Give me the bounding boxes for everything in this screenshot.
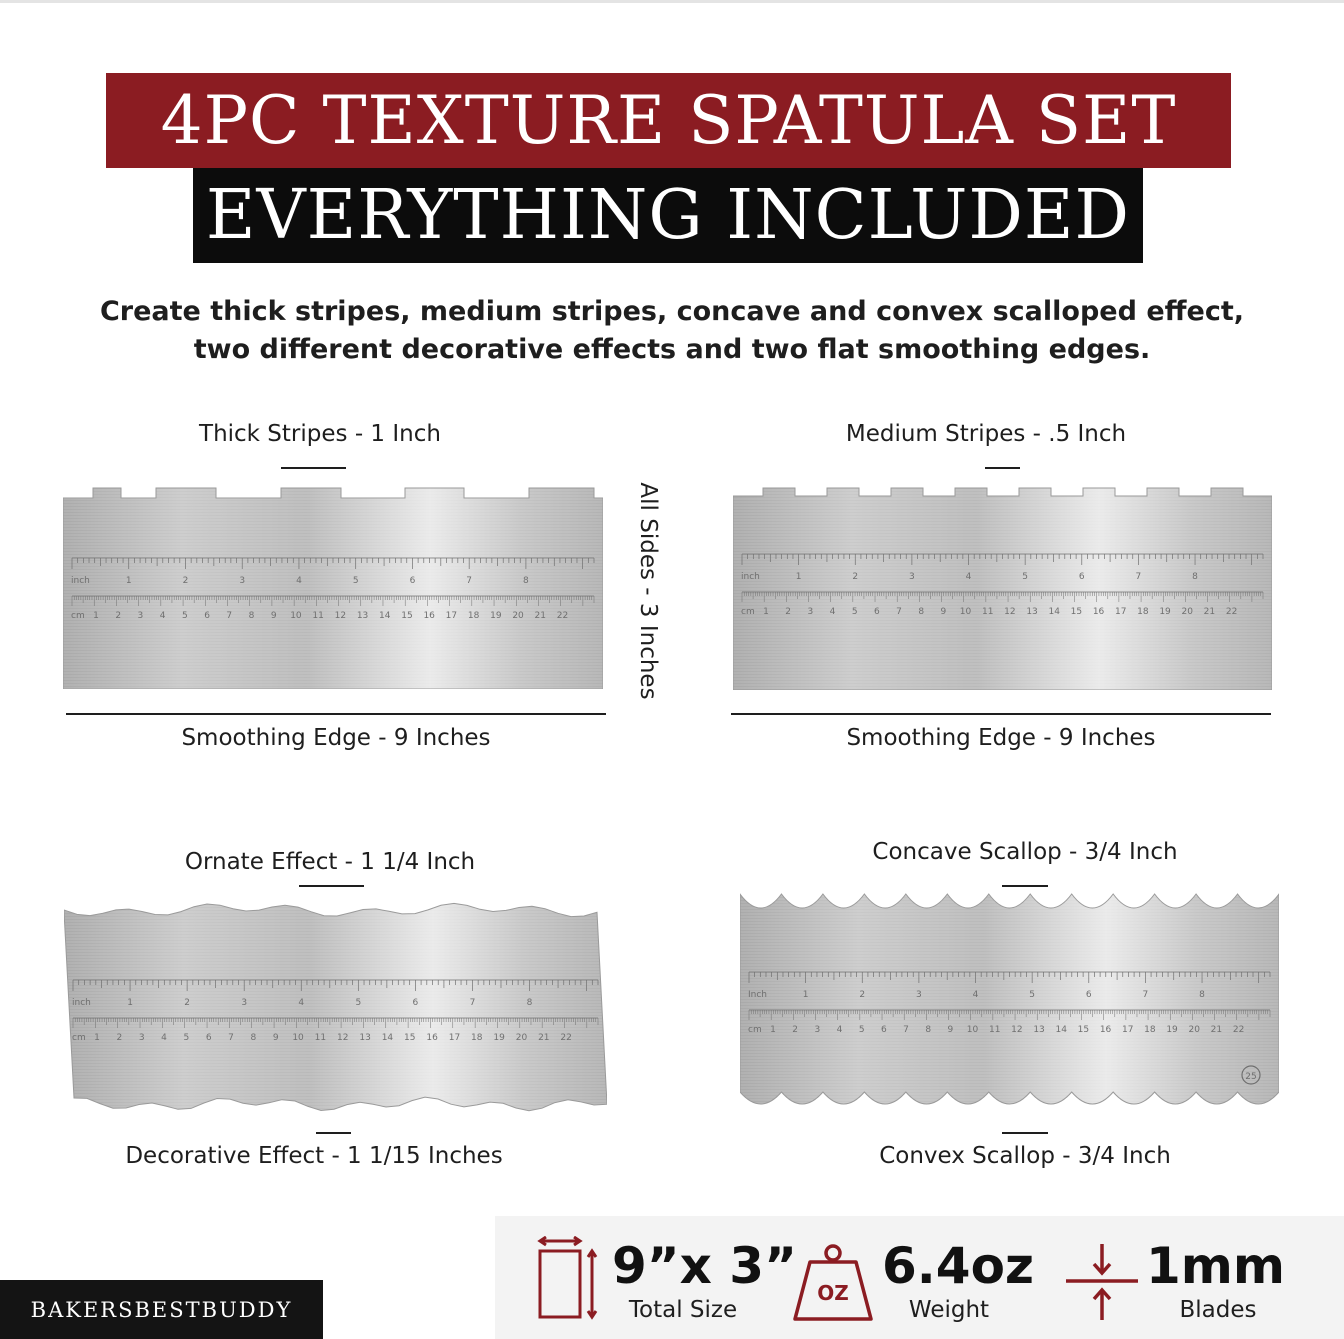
svg-text:2: 2 [116, 1033, 123, 1043]
svg-text:inch: inch [71, 576, 90, 586]
svg-text:15: 15 [1077, 1025, 1090, 1035]
svg-text:4: 4 [972, 990, 979, 1000]
svg-text:3: 3 [814, 1025, 821, 1035]
svg-text:11: 11 [312, 611, 324, 621]
svg-text:3: 3 [239, 576, 246, 586]
svg-text:9: 9 [272, 1033, 279, 1043]
svg-text:5: 5 [851, 607, 858, 617]
concave-scallop-marker [1002, 885, 1048, 887]
svg-text:15: 15 [1070, 607, 1083, 617]
svg-text:22: 22 [556, 611, 569, 621]
svg-text:18: 18 [467, 611, 480, 621]
svg-text:4: 4 [829, 607, 836, 617]
svg-text:5: 5 [1029, 990, 1036, 1000]
size-caption: Total Size [628, 1297, 738, 1323]
svg-text:8: 8 [925, 1025, 932, 1035]
convex-scallop-label: Convex Scallop - 3/4 Inch [879, 1143, 1171, 1169]
svg-text:8: 8 [248, 611, 255, 621]
svg-text:1: 1 [127, 998, 133, 1008]
convex-scallop-marker [1002, 1132, 1048, 1134]
brand-logo [0, 1280, 323, 1339]
svg-text:2: 2 [115, 611, 122, 621]
svg-text:3: 3 [916, 990, 922, 1000]
svg-text:7: 7 [1142, 990, 1149, 1000]
svg-text:16: 16 [1099, 1025, 1112, 1035]
svg-text:2: 2 [182, 576, 189, 586]
svg-text:18: 18 [1137, 607, 1149, 617]
svg-text:6: 6 [880, 1025, 887, 1035]
svg-text:4: 4 [836, 1025, 843, 1035]
svg-text:11: 11 [981, 607, 994, 617]
svg-text:9: 9 [940, 607, 947, 617]
svg-text:5: 5 [352, 576, 359, 586]
svg-text:3: 3 [241, 998, 248, 1008]
decorative-effect-marker [316, 1132, 351, 1134]
svg-text:21: 21 [1203, 607, 1216, 617]
svg-text:2: 2 [859, 990, 866, 1000]
svg-text:4: 4 [965, 572, 972, 582]
svg-text:10: 10 [959, 607, 972, 617]
svg-text:17: 17 [445, 611, 458, 621]
dimensions-icon [536, 1236, 608, 1322]
svg-text:13: 13 [1033, 1025, 1045, 1035]
thick-stripes-marker [281, 467, 346, 469]
svg-text:7: 7 [469, 998, 476, 1008]
thickness-value: 1mm [1146, 1237, 1285, 1295]
weight-caption: Weight [908, 1297, 990, 1323]
weight-icon [792, 1243, 874, 1323]
svg-text:22: 22 [560, 1033, 572, 1043]
svg-text:8: 8 [918, 607, 925, 617]
medium-stripes-blade [733, 486, 1272, 690]
svg-text:21: 21 [534, 611, 546, 621]
svg-text:3: 3 [138, 1033, 145, 1043]
svg-text:cm: cm [72, 1033, 86, 1043]
svg-text:6: 6 [873, 607, 880, 617]
page-subtitle: EVERYTHING INCLUDED [205, 175, 1131, 255]
svg-text:16: 16 [426, 1033, 438, 1043]
ornate-effect-marker [299, 885, 364, 887]
description-line-2: two different decorative effects and two flat smoothing edges. [193, 334, 1151, 365]
scallop-blade [740, 892, 1279, 1114]
thick-smoothing-line [66, 713, 606, 715]
svg-text:6: 6 [412, 998, 419, 1008]
thick-smoothing-label: Smoothing Edge - 9 Inches [181, 725, 491, 751]
svg-text:7: 7 [903, 1025, 909, 1035]
svg-text:12: 12 [1011, 1025, 1023, 1035]
svg-text:5: 5 [355, 998, 362, 1008]
svg-text:8: 8 [1192, 572, 1198, 582]
svg-text:cm: cm [748, 1025, 762, 1035]
svg-text:Inch: Inch [748, 990, 768, 1000]
svg-text:cm: cm [71, 611, 85, 621]
size-value: 9”x 3” [612, 1237, 797, 1295]
thickness-icon [1064, 1242, 1140, 1322]
side-length-text: All Sides - 3 Inches [634, 481, 661, 700]
svg-text:4: 4 [296, 576, 302, 586]
svg-text:3: 3 [807, 607, 814, 617]
svg-text:20: 20 [512, 611, 524, 621]
svg-text:14: 14 [1048, 607, 1060, 617]
decorative-effect-label: Decorative Effect - 1 1/15 Inches [125, 1143, 503, 1169]
svg-text:10: 10 [292, 1033, 304, 1043]
svg-text:5: 5 [183, 1033, 190, 1043]
svg-text:1: 1 [802, 990, 809, 1000]
top-divider [0, 0, 1344, 3]
svg-text:13: 13 [359, 1033, 371, 1043]
svg-text:19: 19 [493, 1033, 505, 1043]
svg-text:4: 4 [159, 611, 166, 621]
svg-text:6: 6 [204, 611, 210, 621]
svg-text:5: 5 [181, 611, 188, 621]
svg-text:2: 2 [785, 607, 792, 617]
svg-text:11: 11 [988, 1025, 1001, 1035]
svg-text:19: 19 [1159, 607, 1171, 617]
svg-text:14: 14 [1055, 1025, 1067, 1035]
svg-text:1: 1 [763, 607, 769, 617]
svg-text:9: 9 [947, 1025, 954, 1035]
svg-text:inch: inch [72, 998, 91, 1008]
svg-text:25: 25 [1245, 1072, 1257, 1082]
svg-text:4: 4 [161, 1033, 167, 1043]
svg-text:6: 6 [205, 1033, 212, 1043]
thick-stripes-label: Thick Stripes - 1 Inch [199, 421, 441, 447]
svg-text:7: 7 [228, 1033, 234, 1043]
title-banner [106, 73, 1231, 168]
svg-text:7: 7 [226, 611, 233, 621]
svg-text:5: 5 [858, 1025, 865, 1035]
svg-text:12: 12 [334, 611, 347, 621]
svg-text:2: 2 [184, 998, 190, 1008]
description-line-1: Create thick stripes, medium stripes, concave and convex scalloped effect, [99, 296, 1244, 327]
svg-text:14: 14 [379, 611, 391, 621]
weight-value: 6.4oz [882, 1237, 1035, 1295]
thick-stripes-blade [63, 486, 603, 689]
svg-text:12: 12 [337, 1033, 349, 1043]
svg-text:6: 6 [1085, 990, 1092, 1000]
svg-text:18: 18 [1144, 1025, 1156, 1035]
svg-text:15: 15 [404, 1033, 416, 1043]
svg-text:6: 6 [409, 576, 416, 586]
svg-text:8: 8 [526, 998, 533, 1008]
ornate-effect-blade [64, 902, 607, 1112]
svg-text:7: 7 [896, 607, 902, 617]
svg-text:17: 17 [448, 1033, 461, 1043]
svg-text:20: 20 [515, 1033, 528, 1043]
svg-text:4: 4 [298, 998, 305, 1008]
svg-text:5: 5 [1022, 572, 1029, 582]
svg-text:21: 21 [538, 1033, 550, 1043]
svg-text:7: 7 [1135, 572, 1142, 582]
svg-text:12: 12 [1004, 607, 1016, 617]
medium-smoothing-label: Smoothing Edge - 9 Inches [846, 725, 1156, 751]
ornate-effect-label: Ornate Effect - 1 1/4 Inch [184, 849, 476, 875]
svg-text:8: 8 [250, 1033, 257, 1043]
thickness-caption: Blades [1179, 1297, 1257, 1323]
description [60, 293, 1284, 369]
svg-text:10: 10 [290, 611, 302, 621]
svg-text:1: 1 [94, 1033, 100, 1043]
svg-text:20: 20 [1181, 607, 1193, 617]
svg-text:3: 3 [137, 611, 144, 621]
svg-text:16: 16 [423, 611, 435, 621]
svg-text:8: 8 [1199, 990, 1205, 1000]
svg-text:9: 9 [270, 611, 277, 621]
svg-text:inch: inch [741, 572, 760, 582]
side-length-label [625, 478, 670, 703]
svg-text:8: 8 [523, 576, 529, 586]
medium-stripes-label: Medium Stripes - .5 Inch [845, 421, 1127, 447]
concave-scallop-label: Concave Scallop - 3/4 Inch [872, 839, 1178, 865]
svg-text:19: 19 [490, 611, 502, 621]
svg-text:22: 22 [1232, 1025, 1245, 1035]
svg-text:1: 1 [795, 572, 802, 582]
weight-icon-text: OZ [817, 1281, 849, 1305]
svg-text:2: 2 [852, 572, 859, 582]
subtitle-banner [193, 168, 1143, 263]
svg-text:cm: cm [741, 607, 755, 617]
medium-smoothing-line [731, 713, 1271, 715]
svg-text:7: 7 [466, 576, 473, 586]
svg-text:17: 17 [1114, 607, 1127, 617]
svg-text:18: 18 [471, 1033, 483, 1043]
brand-name: BAKERSBESTBUDDY [30, 1297, 293, 1322]
svg-text:1: 1 [770, 1025, 776, 1035]
svg-text:19: 19 [1166, 1025, 1178, 1035]
svg-text:16: 16 [1092, 607, 1105, 617]
svg-text:1: 1 [93, 611, 99, 621]
page-title: 4PC TEXTURE SPATULA SET [160, 81, 1177, 159]
svg-text:14: 14 [381, 1033, 394, 1043]
svg-text:6: 6 [1078, 572, 1085, 582]
svg-text:17: 17 [1121, 1025, 1134, 1035]
medium-stripes-marker [985, 467, 1020, 469]
svg-text:21: 21 [1210, 1025, 1223, 1035]
svg-text:3: 3 [909, 572, 915, 582]
svg-text:22: 22 [1225, 607, 1238, 617]
svg-text:1: 1 [125, 576, 132, 586]
svg-text:20: 20 [1188, 1025, 1200, 1035]
svg-text:10: 10 [966, 1025, 979, 1035]
svg-text:13: 13 [356, 611, 369, 621]
svg-text:2: 2 [792, 1025, 799, 1035]
svg-text:13: 13 [1026, 607, 1038, 617]
svg-text:11: 11 [314, 1033, 327, 1043]
svg-text:15: 15 [401, 611, 413, 621]
